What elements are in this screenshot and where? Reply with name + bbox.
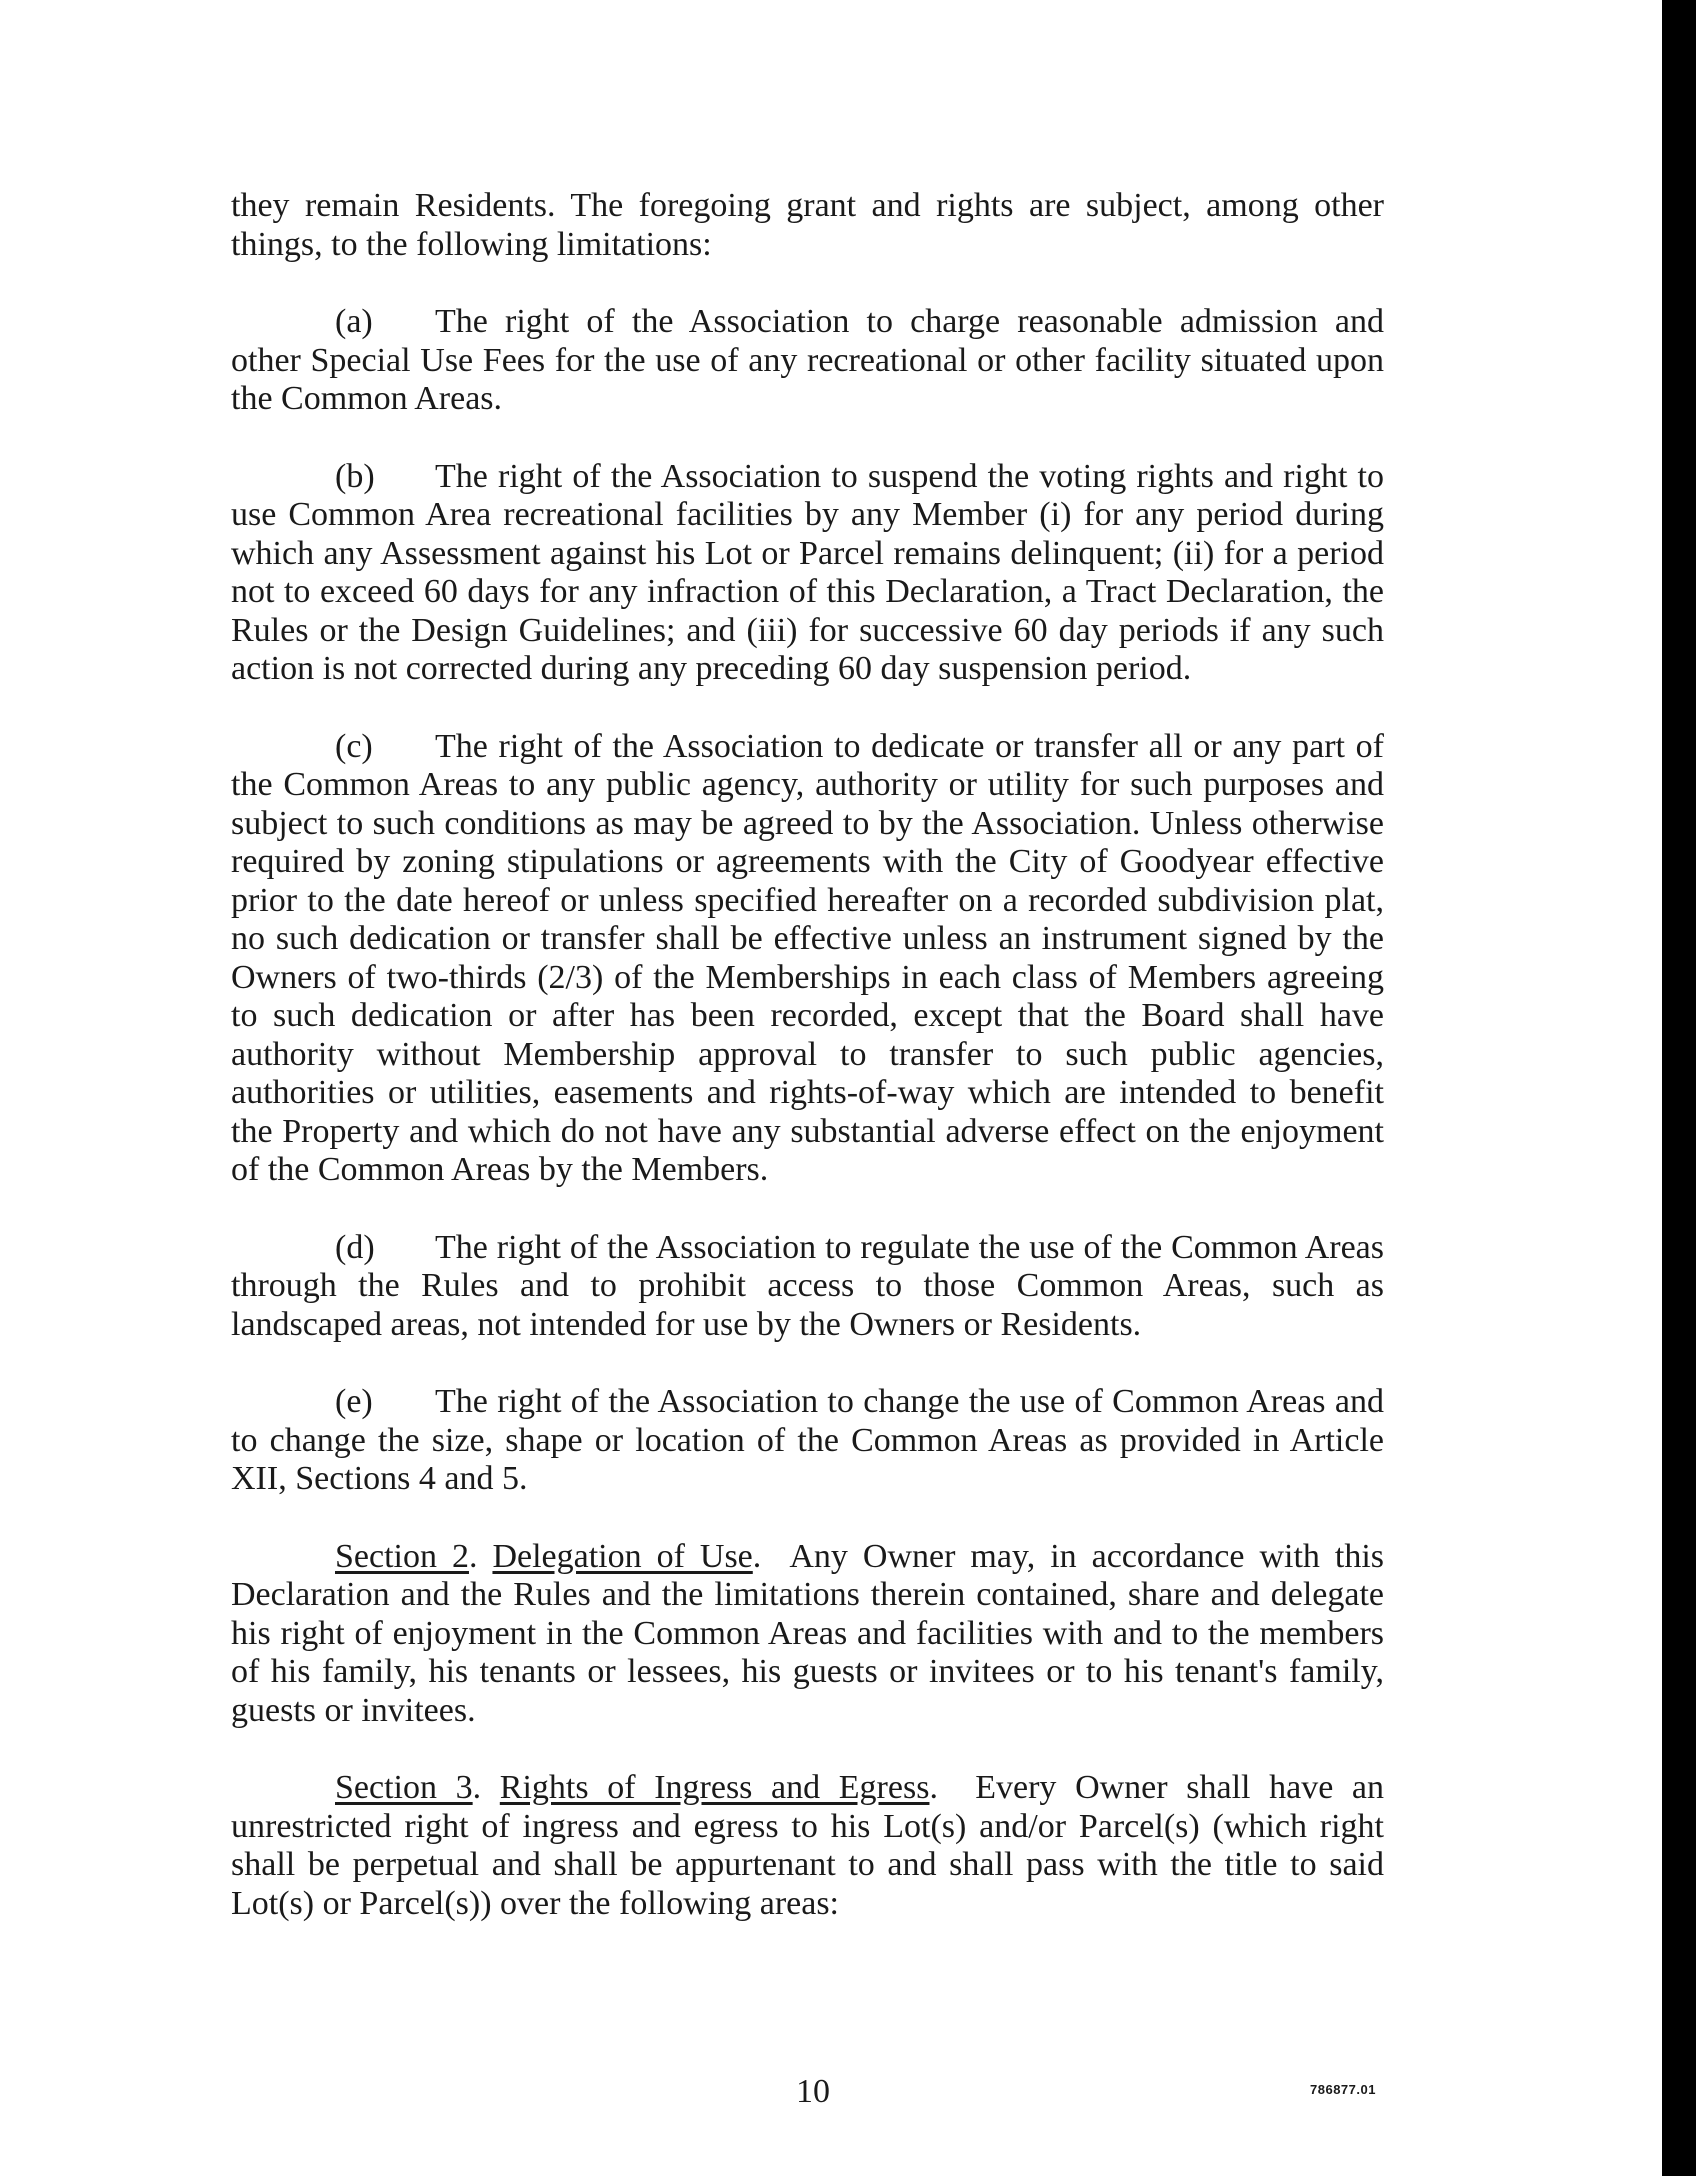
opening-paragraph: they remain Residents. The foregoing grant and rights are subject, among other things, to the following limitations: — [231, 187, 1384, 263]
section-3-paragraph: Section 3. Rights of Ingress and Egress. Every Owner shall have an unrestricted right of ingress and egress to his Lot(s) and/or Parcel(s) (which right shall be perpetual and shall be appurtenant to and shall pass with the title to said Lot(s) or Parcel(s)) over the following areas: — [231, 1769, 1385, 1922]
limitation-label: (b) — [335, 457, 375, 495]
document-id: 786877.01 — [1310, 2082, 1376, 2097]
limitation-d — [231, 1229, 1384, 1345]
limitation-text: The right of the Association to charge reasonable admission and other Special Use Fees for the use of any recreational or other facility situated upon the Common Areas. — [231, 303, 1384, 417]
limitation-label: (c) — [335, 727, 373, 765]
limitation-label: (d) — [335, 1228, 375, 1266]
page-number: 10 — [796, 2073, 830, 2110]
limitation-b — [231, 458, 1384, 689]
section-text: Every Owner shall have an unrestricted right of ingress and egress to his Lot(s) and/or Parcel(s) (which right shall be perpetual and shall be appurtenant to and shall pass with the title to said Lot(s) or Parcel(s)) over the following areas: — [231, 1769, 1385, 1922]
limitation-label: (a) — [335, 303, 373, 340]
limitation-label: (e) — [335, 1383, 373, 1420]
limitation-text: The right of the Association to dedicate or transfer all or any part of the Common Areas to any public agency, authority or utility for such purposes and subject to such conditions as may be agreed to by the Association. Unless otherwise required by zoning stipulations or agreements with the City of Goodyear effective prior to the date hereof or unless specified hereafter on a recorded subdivision plat, no such dedication or transfer shall be effective unless an instrument signed by the Owners of two-thirds (2/3) of the Memberships in each class of Members agreeing to such dedication or after has been recorded, except that the Board shall have authority without Membership approval to transfer to such public agencies, authorities or utilities, easements and rights-of-way which are intended to benefit the Property and which do not have any substantial adverse effect on the enjoyment of the Common Areas by the Members. — [231, 727, 1384, 1188]
limitation-text: The right of the Association to change the use of Common Areas and to change the size, shape or location of the Common Areas as provided in Article XII, Sections 4 and 5. — [231, 1383, 1384, 1497]
section-number: Section 3 — [335, 1769, 473, 1806]
document-body — [231, 187, 1384, 1962]
section-2-paragraph: Section 2. Delegation of Use. Any Owner may, in accordance with this Declaration and the Rules and the limitations therein contained, share and delegate his right of enjoyment in the Common Areas and facilities with and to the members of his family, his tenants or lessees, his guests or invitees or to his tenant's family, guests or invitees. — [231, 1537, 1385, 1729]
limitation-text: The right of the Association to regulate the use of the Common Areas through the Rules and to prohibit access to those Common Areas, such as landscaped areas, not intended for use by the Owners or Residents. — [231, 1228, 1384, 1343]
limitation-e — [231, 1383, 1384, 1499]
section-text: Any Owner may, in accordance with this Declaration and the Rules and the limitations therein contained, share and delegate his right of enjoyment in the Common Areas and facilities with and to the members of his family, his tenants or lessees, his guests or invitees or to his tenant's family, guests or invitees. — [231, 1537, 1385, 1729]
limitation-c — [231, 728, 1384, 1190]
limitation-text: The right of the Association to suspend the voting rights and right to use Common Area recreational facilities by any Member (i) for any period during which any Assessment against his Lot or Parcel remains delinquent; (ii) for a period not to exceed 60 days for any infraction of this Declaration, a Tract Declaration, the Rules or the Design Guidelines; and (iii) for successive 60 day periods if any such action is not corrected during any preceding 60 day suspension period. — [231, 457, 1384, 687]
section-title: Rights of Ingress and Egress — [499, 1769, 930, 1806]
limitation-a — [231, 303, 1384, 419]
section-number: Section 2 — [335, 1537, 469, 1575]
scan-edge-border — [1662, 0, 1696, 2176]
section-title: Delegation of Use — [492, 1537, 753, 1575]
